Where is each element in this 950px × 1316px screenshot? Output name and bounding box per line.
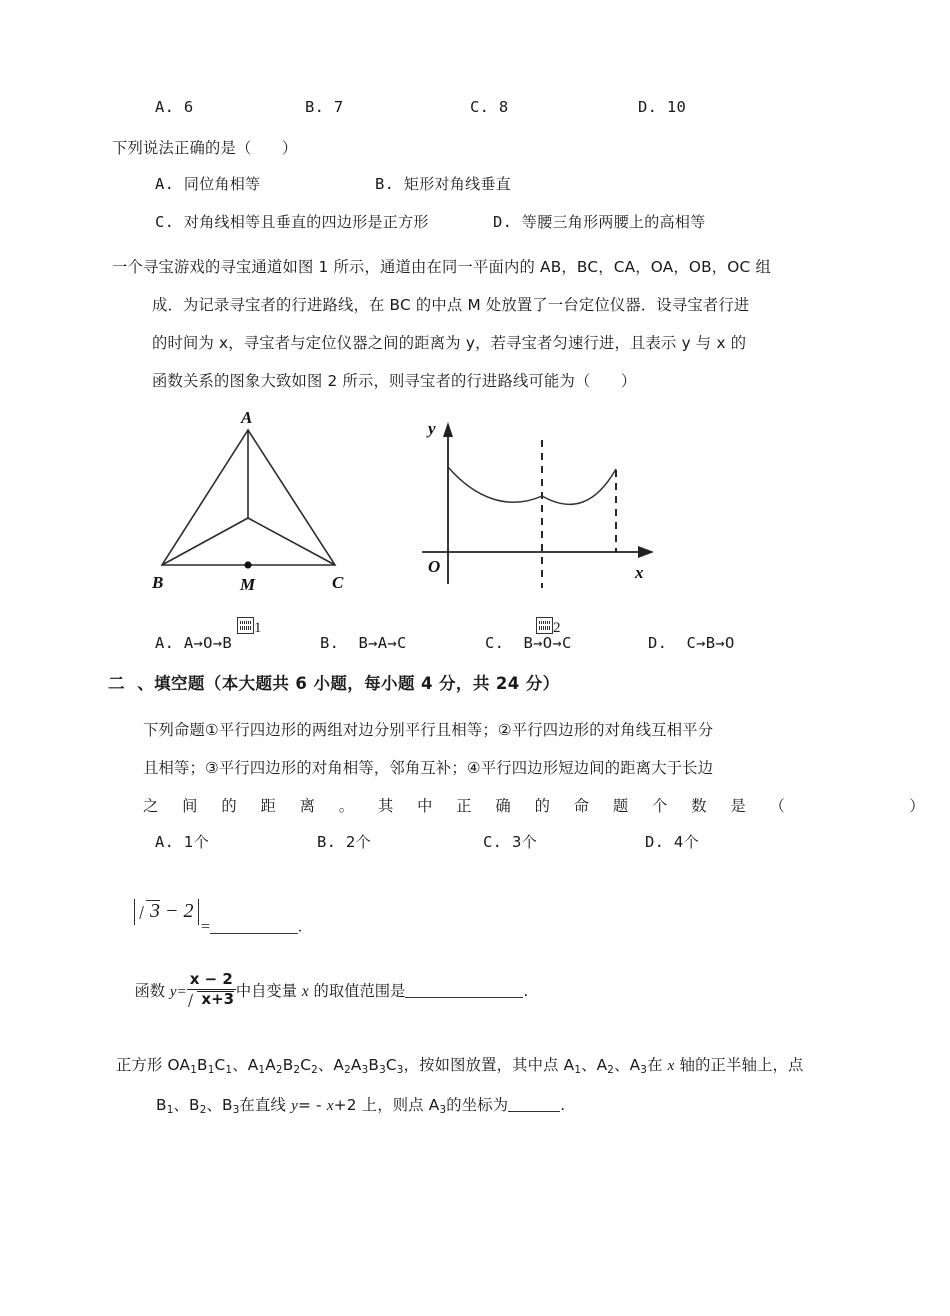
question-treasure-line-1: 一个寻宝游戏的寻宝通道如图 1 所示，通道由在同一平面内的 AB，BC，CA，OA，OB，OC 组: [112, 258, 771, 276]
period: .: [298, 918, 303, 936]
options-row-statements-2: [110, 211, 910, 237]
label-origin: O: [428, 557, 441, 576]
y-equals: y=: [169, 983, 187, 1000]
label-c: C: [332, 573, 344, 592]
options-row-treasure: [110, 634, 910, 660]
variable-x: x: [301, 982, 309, 1000]
option-b[interactable]: B. 2个: [317, 833, 372, 851]
option-c[interactable]: C. 3个: [483, 833, 538, 851]
question-propositions-line-3: 之 间 的 距 离 。 其 中 正 确 的 命 题 个 数 是 （ ）: [143, 797, 935, 815]
prefix-text: 函数: [134, 981, 170, 1000]
missing-glyph-tu-icon: [237, 617, 254, 634]
option-b[interactable]: B. 矩形对角线垂直: [375, 175, 512, 193]
question-function-domain: [115, 955, 528, 1028]
missing-glyph-tu-icon: [536, 617, 553, 634]
option-d[interactable]: D. 等腰三角形两腰上的高相等: [493, 213, 706, 231]
question-propositions-line-2: 且相等；③平行四边形的对角相等，邻角互补；④平行四边形短边间的距离大于长边: [143, 759, 714, 777]
answer-blank[interactable]: [210, 918, 298, 934]
answer-blank[interactable]: [508, 1097, 560, 1112]
absolute-value-answer-row: [185, 900, 302, 955]
option-d[interactable]: D. C→B→O: [648, 634, 735, 652]
option-c[interactable]: C. 8: [470, 98, 509, 116]
option-a[interactable]: A. 6: [155, 98, 194, 116]
fraction-numerator: x − 2: [187, 971, 236, 990]
figure-2-caption: 2: [521, 600, 561, 654]
option-c[interactable]: C. 对角线相等且垂直的四边形是正方形: [155, 213, 429, 231]
option-b[interactable]: B. 7: [305, 98, 344, 116]
sqrt-radical: x+3: [188, 991, 234, 1008]
label-a: A: [241, 408, 253, 427]
option-d[interactable]: D. 10: [638, 98, 687, 116]
middle-text: 中自变量: [235, 981, 302, 1000]
fraction-denominator: [187, 990, 236, 1008]
question-treasure-line-2: 成．为记录寻宝者的行进路线，在 BC 的中点 M 处放置了一台定位仪器．设寻宝者行进: [152, 296, 750, 314]
option-d[interactable]: D. 4个: [645, 833, 700, 851]
options-row-numbers: [110, 98, 910, 124]
option-b[interactable]: B. B→A→C: [320, 634, 407, 652]
label-y-axis: y: [428, 419, 436, 438]
options-row-propositions: [110, 831, 910, 857]
label-m: M: [240, 575, 256, 593]
equals-sign: =: [201, 918, 211, 936]
label-x-axis: x: [635, 563, 644, 582]
options-row-statements-1: [110, 173, 910, 199]
option-a[interactable]: A. 同位角相等: [155, 175, 261, 193]
question-squares-line-1: 正方形 $OA_1B_1C_1$、$A_1A_2B_2C_2$、$A_2A_3B_3C_3$，按如图放置，其中点 $A_1$、$A_2$、$A_3$在 x 轴的正半轴上，点: [116, 1056, 804, 1076]
option-a[interactable]: A. 1个: [155, 833, 210, 851]
question-treasure-line-4: 函数关系的图象大致如图 2 所示，则寻宝者的行进路线可能为（ ）: [152, 372, 637, 390]
fraction: [187, 971, 236, 1008]
question-statements-stem: 下列说法正确的是（ ）: [112, 139, 298, 157]
question-treasure-line-3: 的时间为 x，寻宝者与定位仪器之间的距离为 y，若寻宝者匀速行进，且表示 y 与 x 的: [152, 334, 747, 352]
period: .: [523, 981, 529, 1000]
absolute-value-expression: 3 − 2: [134, 899, 199, 925]
figure-1-caption: 1: [222, 600, 262, 654]
section-heading-two: 二 、填空题（本大题共 6 小题，每小题 4 分，共 24 分）: [108, 674, 560, 693]
figure-2-graph: [420, 412, 660, 592]
question-squares-line-2: $B_1$、$B_2$、$B_3$在直线 y= - x+2 上，则点 $A_3$的坐标为 .: [156, 1096, 566, 1116]
figure-1-triangle: [150, 408, 365, 593]
answer-blank[interactable]: [405, 983, 523, 998]
label-b: B: [152, 573, 164, 592]
option-a[interactable]: A. A→O→B: [155, 634, 233, 652]
suffix-text: 的取值范围是: [308, 981, 406, 1000]
sqrt-radical: 3: [139, 900, 160, 923]
question-propositions-line-1: 下列命题①平行四边形的两组对边分别平行且相等；②平行四边形的对角线互相平分: [143, 721, 714, 739]
option-c[interactable]: C. B→O→C: [485, 634, 572, 652]
